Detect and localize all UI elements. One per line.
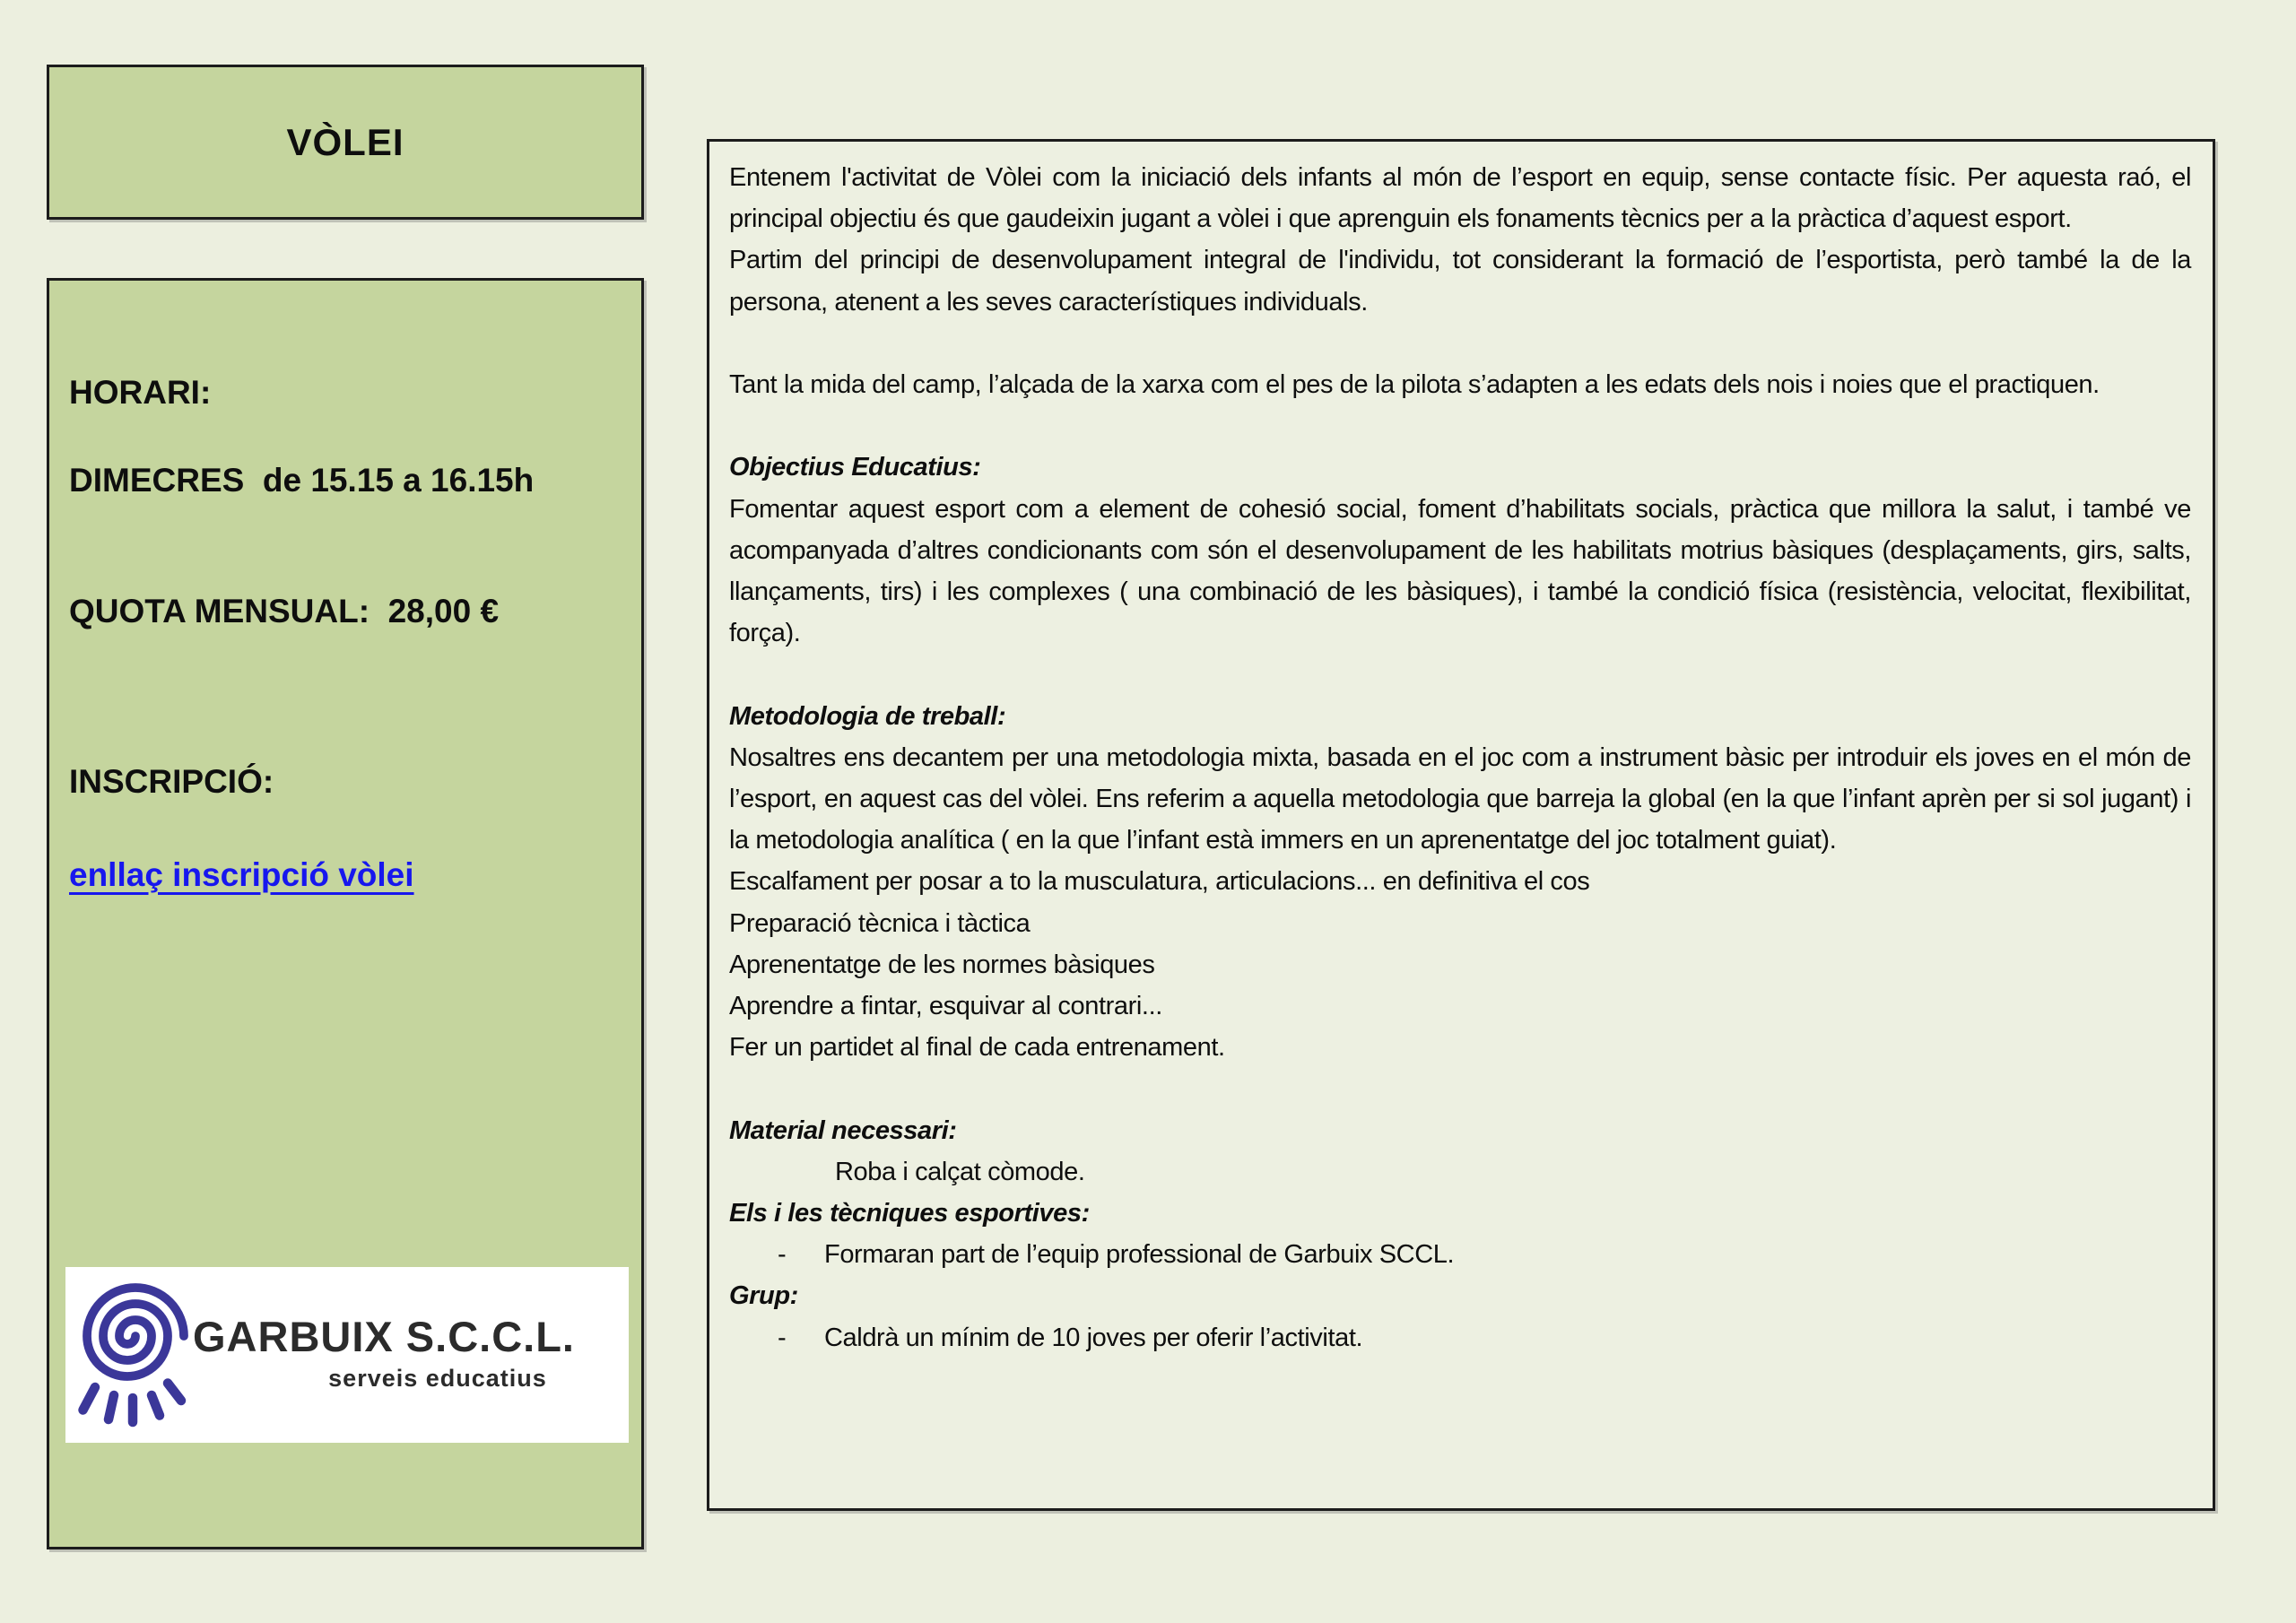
heading-metodologia: Metodologia de treball: <box>729 701 1006 731</box>
logo-text-block <box>193 1312 575 1393</box>
paragraph-metodologia: Nosaltres ens decantem per una metodologia mixta, basada en el joc com a instrument bàsic per introduir els joves en el món de l’esport, en aquest cas del vòlei. Ens referim a aquella metodologia que barreja la global (en la que l’infant aprèn per si sol jugant) i la metodologia analítica ( en la que l’infant està immers en un aprenentatge del joc totalment guiat). <box>729 742 2191 855</box>
garbuix-logo <box>65 1267 629 1443</box>
horari-label: HORARI: <box>69 374 212 411</box>
inscripcio-label: INSCRIPCIÓ: <box>69 763 274 800</box>
paragraph-adaptacio: Tant la mida del camp, l’alçada de la xarxa com el pes de la pilota s’adapten a les edats dels nois i noies que el practiquen. <box>729 370 2100 399</box>
activity-title: VÒLEI <box>286 120 404 163</box>
line-roba: Roba i calçat còmode. <box>835 1157 1085 1186</box>
paragraph-intro: Entenem l'activitat de Vòlei com la iniciació dels infants al món de l’esport en equip, sense contacte físic. Per aquesta raó, el principal objectiu és que gaudeixin jugant a vòlei i que aprenguin els fonaments tècnics per a la pràctica d’aquest esport. <box>729 163 2191 234</box>
activity-title-box <box>47 65 644 220</box>
dash-bullet: - <box>778 1323 787 1352</box>
schedule-panel <box>47 278 644 1549</box>
line-aprenentatge: Aprenentatge de les normes bàsiques <box>729 950 1155 979</box>
spiral-sun-icon <box>74 1280 191 1430</box>
paragraph-objectius: Fomentar aquest esport com a element de cohesió social, foment d’habilitats socials, pràctica que millora la salut, i també ve acompanyada d’altres condicionants com són el desenvolupament de les habilitats motrius bàsiques (desplaçaments, girs, salts, llançaments, tirs) i les complexes ( una combinació de les bàsiques), i també la condició física (resistència, velocitat, flexibilitat, força). <box>729 494 2191 648</box>
line-partidet: Fer un partidet al final de cada entrenament. <box>729 1033 1225 1063</box>
line-aprendre: Aprendre a fintar, esquivar al contrari... <box>729 992 1162 1021</box>
monthly-fee-text: QUOTA MENSUAL: 28,00 € <box>69 593 500 629</box>
line-escalfament: Escalfament per posar a to la musculatura, articulacions... en definitiva el cos <box>729 867 1590 897</box>
list-item-text: Formaran part de l’equip professional de Garbuix SCCL. <box>824 1240 1455 1270</box>
heading-tecniques: Els i les tècniques esportives: <box>729 1199 1090 1228</box>
spacer <box>729 654 2191 695</box>
spacer <box>729 1068 2191 1109</box>
list-item-tecniques <box>729 1234 2191 1275</box>
spacer <box>729 405 2191 447</box>
list-item-text: Caldrà un mínim de 10 joves per oferir l’activitat. <box>824 1323 1363 1352</box>
heading-grup: Grup: <box>729 1281 798 1311</box>
paragraph-principi: Partim del principi de desenvolupament integral de l'individu, tot considerant la formació de l’esportista, però també la de la persona, atenent a les seves característiques individuals. <box>729 246 2191 317</box>
schedule-text: DIMECRES de 15.15 a 16.15h <box>69 462 535 499</box>
heading-material: Material necessari: <box>729 1115 957 1145</box>
heading-objectius: Objectius Educatius: <box>729 453 981 482</box>
inscription-link[interactable]: enllaç inscripció vòlei <box>69 856 414 893</box>
list-item-grup <box>729 1317 2191 1358</box>
logo-tagline: serveis educatius <box>328 1365 547 1392</box>
line-preparacio: Preparació tècnica i tàctica <box>729 908 1031 938</box>
dash-bullet: - <box>778 1240 787 1270</box>
description-panel <box>707 139 2215 1511</box>
spacer <box>729 323 2191 364</box>
logo-company-name: GARBUIX S.C.C.L. <box>193 1313 575 1360</box>
